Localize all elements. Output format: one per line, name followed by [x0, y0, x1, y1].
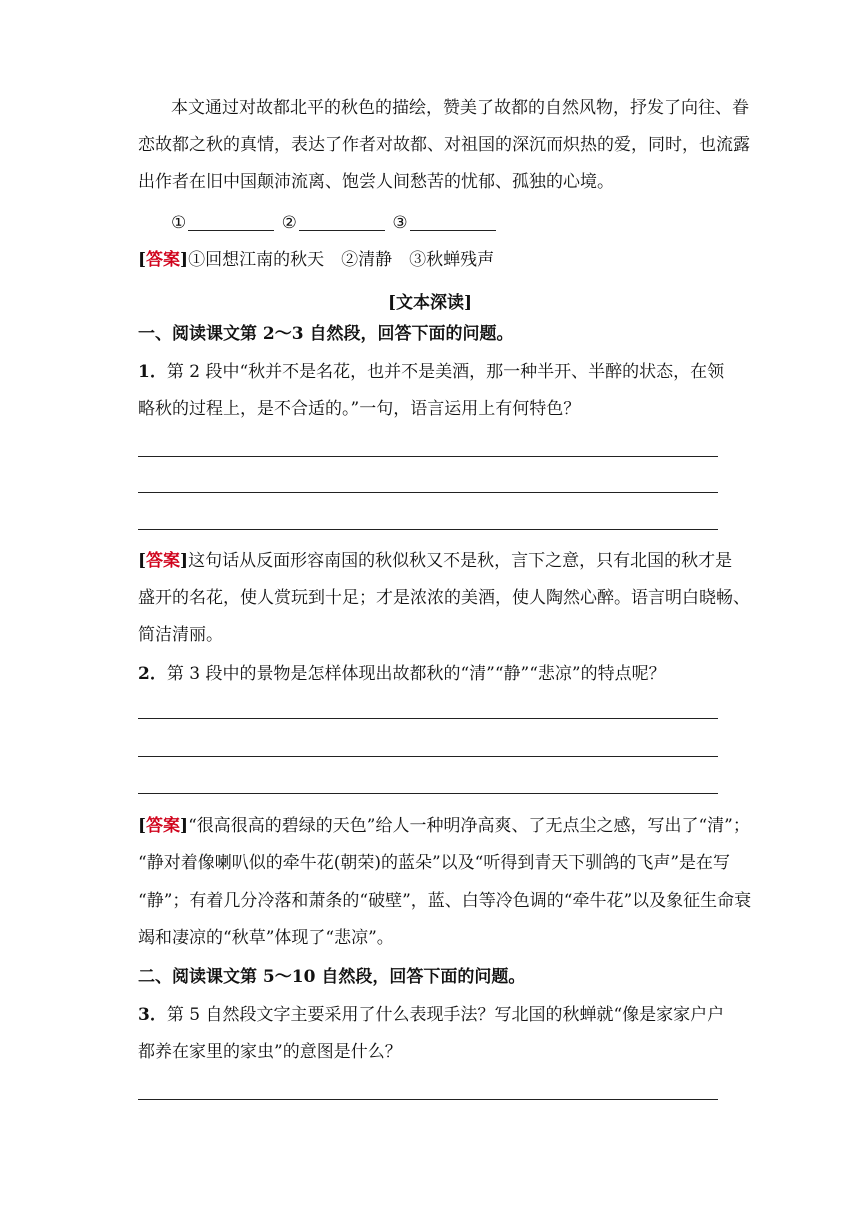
answer-label: 答案 — [146, 551, 181, 571]
answer-1-line-2: 盛开的名花，使人赏玩到十足；才是浓浓的美酒，使人陶然心醉。语言明白晓畅、 — [138, 588, 750, 608]
blank-3[interactable] — [410, 212, 496, 231]
question-3-line-1: 3．第 5 自然段文字主要采用了什么表现手法？写北国的秋蝉就“像是家家户户 — [138, 1005, 725, 1025]
answer-2-line-4: 竭和凄凉的“秋草”体现了“悲凉”。 — [138, 928, 394, 948]
question-1-line-1: 1．第 2 段中“秋并不是名花，也并不是美酒，那一种半开、半醉的状态，在领 — [138, 362, 725, 382]
part-1-heading: 一、阅读课文第 2～3 自然段，回答下面的问题。 — [138, 324, 514, 344]
answer-2-line-2: “静对着像喇叭似的牵牛花(朝荣)的蓝朵”以及“听得到青天下驯鸽的飞声”是在写 — [138, 853, 731, 873]
answer-label: 答案 — [146, 816, 181, 836]
answer-line — [138, 456, 718, 457]
answer-line — [138, 793, 718, 794]
fill-blanks-row — [171, 212, 498, 233]
answer-1-line-1: [答案]这句话从反面形容南国的秋似秋又不是秋，言下之意，只有北国的秋才是 — [138, 551, 733, 571]
answer-2-line-3: “静”；有着几分冷落和萧条的“破壁”，蓝、白等冷色调的“牵牛花”以及象征生命衰 — [138, 891, 752, 911]
answer-0: [答案]①回想江南的秋天 ②清静 ③秋蝉残声 — [138, 250, 495, 270]
answer-line — [138, 529, 718, 530]
answer-2-line-1: [答案]“很高很高的碧绿的天色”给人一种明净高爽、了无点尘之感，写出了“清”； — [138, 816, 750, 836]
question-3-line-2: 都养在家里的家虫”的意图是什么？ — [138, 1042, 402, 1062]
section-title: [文本深读] — [387, 293, 473, 313]
summary-line-2: 恋故都之秋的真情，表达了作者对故都、对祖国的深沉而炽热的爱，同时，也流露 — [138, 135, 750, 155]
blank-2[interactable] — [299, 212, 385, 231]
question-1-line-2: 略秋的过程上，是不合适的。”一句，语言运用上有何特色？ — [138, 399, 581, 419]
answer-line — [138, 492, 718, 493]
blank-marker-1: ① — [171, 213, 187, 233]
answer-line — [138, 718, 718, 719]
answer-label: 答案 — [146, 250, 181, 270]
summary-line-1: 本文通过对故都北平的秋色的描绘，赞美了故都的自然风物，抒发了向往、眷 — [171, 98, 749, 118]
answer-line — [138, 1099, 718, 1100]
blank-marker-2: ② — [281, 213, 297, 233]
answer-0-text: ①回想江南的秋天 ②清静 ③秋蝉残声 — [188, 250, 495, 270]
summary-line-3: 出作者在旧中国颠沛流离、饱尝人间愁苦的忧郁、孤独的心境。 — [138, 172, 614, 192]
answer-1-line-3: 简洁清丽。 — [138, 625, 223, 645]
blank-1[interactable] — [188, 212, 274, 231]
question-2: 2．第 3 段中的景物是怎样体现出故都秋的“清”“静”“悲凉”的特点呢？ — [138, 664, 666, 684]
blank-marker-3: ③ — [392, 213, 408, 233]
answer-line — [138, 756, 718, 757]
part-2-heading: 二、阅读课文第 5～10 自然段，回答下面的问题。 — [138, 967, 526, 987]
